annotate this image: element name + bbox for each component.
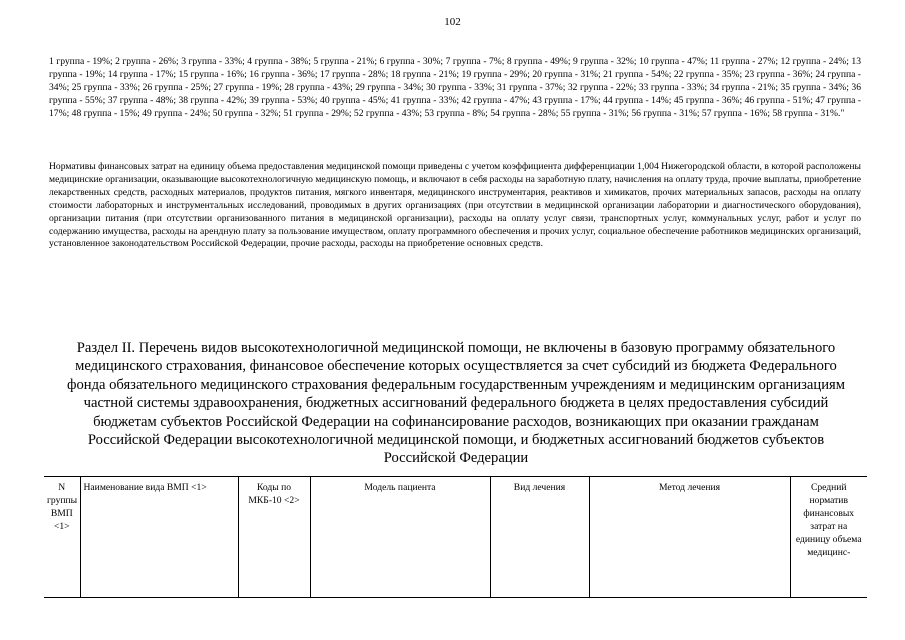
section-title: Раздел II. Перечень видов высокотехнологичной медицинской помощи, не включены в базовую программу обязательного медицинского страхования, финансовое обеспечение которых осуществляется за счет субсидий из бюджета Федерального фонда обязательного медицинского страхования федеральным государственным учреждениям и медицинским организациям частной системы здравоохранения, бюджетных ассигнований федерального бюджета в целях предоставления субсидий бюджетам субъектов Российской Федерации на софинансирование расходов, возникающих при оказании гражданам Российской Федерации высокотехнологичной медицинской помощи, и бюджетных ассигнований бюджетов субъектов Российской Федерации (67, 340, 845, 467)
page-number: 102 (444, 16, 461, 28)
header-treatment-type: Вид лечения (490, 477, 589, 598)
header-treatment-method: Метод лечения (589, 477, 790, 598)
group-shares-paragraph: 1 группа - 19%; 2 группа - 26%; 3 группа - 33%; 4 группа - 38%; 5 группа - 21%; 6 группа - 30%; 7 группа - 7%; 8 группа - 49%; 9 группа - 32%; 10 группа - 47%; 11 группа - 27%; 12 группа - 24%; 13 группа - 19%; 14 группа - 17%; 15 группа - 16%; 16 группа - 36%; 17 группа - 28%; 18 группа - 21%; 19 группа - 29%; 20 группа - 31%; 21 группа - 54%; 22 группа - 35%; 23 группа - 36%; 24 группа - 34%; 25 группа - 33%; 26 группа - 25%; 27 группа - 19%; 28 группа - 43%; 29 группа - 34%; 30 группа - 33%; 31 группа - 37%; 32 группа - 22%; 33 группа - 33%; 34 группа - 21%; 35 группа - 34%; 36 группа - 55%; 37 группа - 48%; 38 группа - 42%; 39 группа - 53%; 40 группа - 45%; 41 группа - 33%; 42 группа - 47%; 43 группа - 17%; 44 группа - 14%; 45 группа - 36%; 46 группа - 51%; 47 группа - 17%; 48 группа - 15%; 49 группа - 24%; 50 группа - 32%; 51 группа - 29%; 52 группа - 43%; 53 группа - 8%; 54 группа - 28%; 55 группа - 31%; 56 группа - 31%; 57 группа - 16%; 58 группа - 31%." (49, 56, 861, 119)
vmp-table (44, 476, 867, 598)
header-patient-model: Модель пациента (310, 477, 490, 598)
header-vmp-name: Наименование вида ВМП <1> (80, 477, 238, 598)
normatives-paragraph: Нормативы финансовых затрат на единицу объема предоставления медицинской помощи приведены с учетом коэффициента дифференциации 1,004 Нижегородской области, в которой расположены медицинские организации, оказывающие высокотехнологичную медицинскую помощь, и включают в себя расходы на заработную плату, начисления на оплату труда, прочие выплаты, приобретение лекарственных средств, расходных материалов, продуктов питания, мягкого инвентаря, медицинского инструментария, реактивов и химикатов, прочих материальных запасов, расходы на оплату стоимости лабораторных и инструментальных исследований, проводимых в других организациях (при отсутствии в медицинской организации лаборатории и диагностического оборудования), организации питания (при отсутствии организованного питания в медицинской организации), расходы на оплату услуг связи, транспортных услуг, коммунальных услуг, работ и услуг по содержанию имущества, расходы на арендную плату за пользование имуществом, оплату программного обеспечения и прочих услуг, социальное обеспечение работников медицинских организаций, установленное законодательством Российской Федерации, прочие расходы, расходы на приобретение основных средств. (49, 161, 861, 250)
table-header-row (44, 477, 867, 598)
header-icd10-codes: Коды по МКБ-10 <2> (238, 477, 310, 598)
header-group-number: N группы ВМП <1> (44, 477, 80, 598)
header-cost-norm: Средний норматив финансовых затрат на единицу объема медицинс- (790, 477, 867, 598)
